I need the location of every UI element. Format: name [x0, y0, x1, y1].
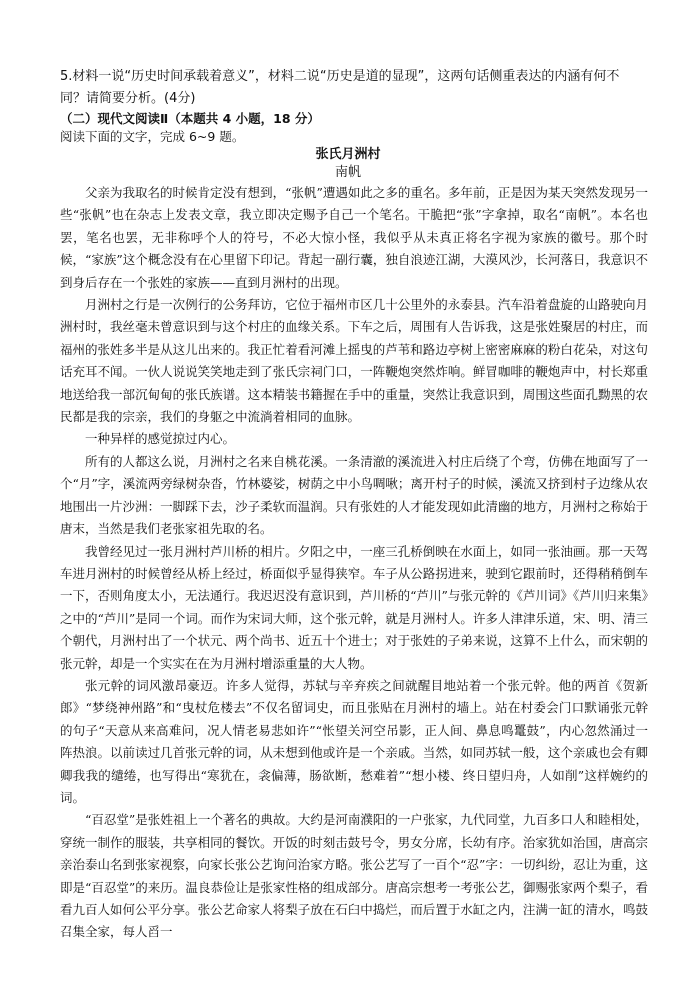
paragraph-1: 父亲为我取名的时候肯定没有想到，“张帆”遭遇如此之多的重名。多年前，正是因为某天突然发现另一些“张帆”也在杂志上发表文章，我立即决定赐予自己一个笔名。干脆把“张”字拿掉，取名“南帆”。本名也罢，笔名也罢，无非称呼个人的符号，不必大惊小怪，我似乎从未真正将名字视为家族的徽号。那个时候，“家族”这个概念没有在心里留下印记。背起一副行囊，独自浪迹江湖，大漠风沙，长河落日，我意识不到身后存在一个张姓的家族——直到月洲村的出现。 — [60, 185, 648, 290]
paragraph-7: “百忍堂”是张姓祖上一个著名的典故。大约是河南濮阳的一户张家，九代同堂，九百多口人和睦相处，穿统一制作的服装，共享相同的餐饮。开饭的时刻击鼓号令，男女分席，长幼有序。治家犹如治国，唐高宗亲治泰山名到张家视察，向家长张公艺询问治家方略。张公艺写了一百个“忍”字：一切纠纷，忍让为重，这即是“百忍堂”的来历。温良恭俭让是张家性格的组成部分。唐高宗想考一考张公艺，御赐张家两个梨子，看看九百人如何公平分享。张公艺命家人将梨子放在石臼中捣烂，而后置于水缸之内，注满一缸的清水，鸣鼓召集全家，每人舀一 — [60, 812, 648, 940]
article-author: 南帆 — [334, 165, 361, 180]
question-5: 5.材料一说“历史时间承载着意义”，材料二说“历史是道的显现”，这两句话侧重表达的内涵有何不同？请简要分析。(4分) — [60, 69, 620, 106]
reading-instruction: 阅读下面的文字，完成 6~9 题。 — [60, 129, 245, 144]
paragraph-2: 月洲村之行是一次例行的公务拜访，它位于福州市区几十公里外的永泰县。汽车沿着盘旋的山路驶向月洲村时，我丝毫未曾意识到与这个村庄的血缘关系。下车之后，周围有人告诉我，这是张姓聚居的村庄，而福州的张姓多半是从这儿出来的。我正忙着看河滩上摇曳的芦苇和路边亭树上密密麻麻的粉白花朵，对这句话充耳不闻。一伙人说说笑笑地走到了张氏宗祠门口，一阵鞭炮突然炸响。鲜冒咖啡的鞭炮声中，村长郑重地送给我一部沉甸甸的张氏族谱。这本精装书籍握在手中的重量，突然让我意识到，周围这些面孔黝黑的农民都是我的宗亲，我们的身躯之中流淌着相同的血脉。 — [60, 297, 648, 425]
article-body — [60, 182, 648, 944]
paragraph-6: 张元幹的词风激昂豪迈。许多人觉得，苏轼与辛弃疾之间就醒目地站着一个张元幹。他的两首《贺新郎》“梦绕神州路”和“曳杖危楼去”不仅名留词史，而且张贴在月洲村的墙上。站在村委会门口默诵张元幹的句子“天意从来高难问，况人情老易悲如许”“怅望关河空吊影，正人间、鼻息鸣鼍鼓”，内心忽然涌过一阵热浪。以前读过几首张元幹的词，从未想到他或许是一个亲戚。当然，如同苏轼一般，这个亲戚也会有卿卿我我的缱绻，也写得出“寒犹在，衾偏薄，肠欲断，愁难着”“想小楼、终日望归舟，人如削”这样婉约的词。 — [60, 677, 648, 805]
paragraph-4: 所有的人都这么说，月洲村之名来自桃花溪。一条清澈的溪流进入村庄后绕了个弯，仿佛在地面写了一个“月”字，溪流两旁绿树杂沓，竹林婆娑，树荫之中小鸟啁啾；离开村子的时候，溪流又挤到村子边缘从农地围出一片沙洲：一脚踩下去，沙子柔软而温润。只有张姓的人才能发现如此清幽的地方，月洲村之称始于唐末，当然是我们老张家祖先取的名。 — [60, 453, 648, 537]
paragraph-5: 我曾经见过一张月洲村芦川桥的相片。夕阳之中，一座三孔桥倒映在水面上，如同一张油画。那一天驾车进月洲村的时候曾经从桥上经过，桥面似乎显得狭窄。车子从公路拐进来，驶到它跟前时，还得稍稍倒车一下，否则角度太小，无法通行。我迟迟没有意识到，芦川桥的“芦川”与张元幹的《芦川词》《芦川归来集》之中的“芦川”是同一个词。而作为宋词大师，这个张元幹，就是月洲村人。许多人津津乐道，宋、明、清三个朝代，月洲村出了一个状元、两个尚书、近五十个进士；对于张姓的子弟来说，这算不上什么，而宋朝的张元幹，却是一个实实在在为月洲村增添重量的大人物。 — [60, 543, 648, 671]
article-title: 张氏月洲村 — [315, 147, 381, 162]
paragraph-3: 一种异样的感觉掠过内心。 — [85, 431, 236, 447]
section-title: （二）现代文阅读Ⅱ（本题共 4 小题，18 分） — [60, 111, 320, 126]
